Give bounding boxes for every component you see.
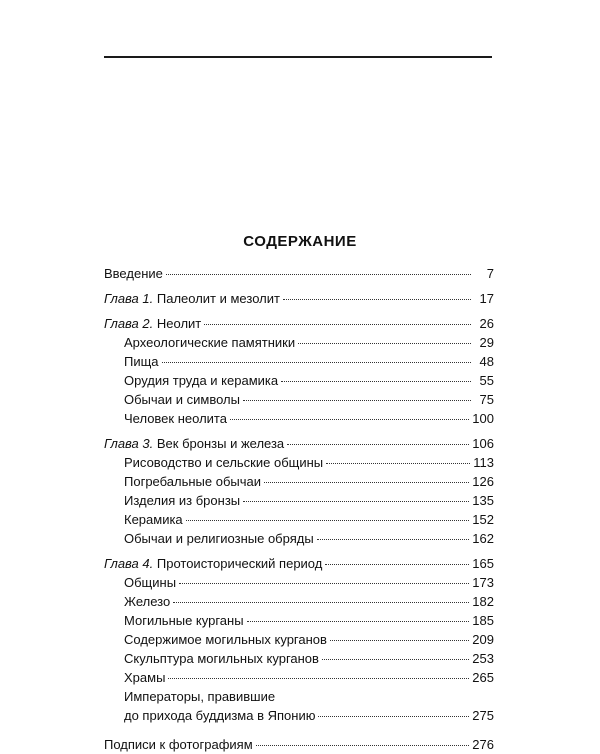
dot-leader — [287, 444, 469, 445]
toc-label: Общины — [124, 575, 177, 590]
toc-label: Неолит — [156, 316, 202, 331]
dot-leader — [166, 274, 471, 275]
toc-label: Человек неолита — [124, 411, 227, 426]
toc-entry[interactable] — [104, 472, 494, 491]
toc-label: Обычаи и религиозные обряды — [124, 531, 314, 546]
toc-page: 253 — [472, 651, 494, 666]
toc-entry[interactable] — [104, 592, 494, 611]
toc-entry[interactable] — [104, 453, 494, 472]
toc-page: 26 — [479, 316, 494, 331]
toc-page: 100 — [472, 411, 494, 426]
toc-entry[interactable] — [104, 510, 494, 529]
toc-label: Обычаи и символы — [124, 392, 240, 407]
toc-entry[interactable] — [104, 735, 494, 754]
toc-page: 113 — [473, 455, 494, 470]
dot-leader — [247, 621, 470, 622]
dot-leader — [204, 324, 471, 325]
dot-leader — [325, 564, 469, 565]
dot-leader — [186, 520, 470, 521]
dot-leader — [322, 659, 469, 660]
dot-leader — [173, 602, 469, 603]
toc-entry[interactable] — [104, 264, 494, 283]
toc-page: 276 — [472, 737, 494, 752]
top-rule — [104, 56, 492, 58]
dot-leader — [243, 400, 471, 401]
page-title: СОДЕРЖАНИЕ — [243, 233, 357, 250]
dot-leader — [168, 678, 469, 679]
dot-leader — [179, 583, 469, 584]
dot-leader — [318, 716, 469, 717]
toc-label: Палеолит и мезолит — [156, 291, 280, 306]
toc-page: 165 — [472, 556, 494, 571]
toc-label: Изделия из бронзы — [124, 493, 241, 508]
toc-entry[interactable] — [104, 529, 494, 548]
toc-chapter-entry[interactable] — [104, 314, 494, 333]
toc-entry-line1[interactable] — [104, 687, 494, 706]
toc-label: Введение — [104, 266, 163, 281]
dot-leader — [243, 501, 469, 502]
chapter-prefix: Глава 2. — [104, 316, 154, 331]
toc-chapter-entry[interactable] — [104, 434, 494, 453]
toc-entry[interactable] — [104, 491, 494, 510]
toc-entry[interactable] — [104, 352, 494, 371]
toc-entry[interactable] — [104, 630, 494, 649]
toc-entry[interactable] — [104, 706, 494, 725]
toc-label: Подписи к фотографиям — [104, 737, 253, 752]
toc-entry[interactable] — [104, 390, 494, 409]
toc-page: 152 — [472, 512, 494, 527]
toc-label: Скульптура могильных курганов — [124, 651, 319, 666]
dot-leader — [317, 539, 470, 540]
dot-leader — [264, 482, 469, 483]
table-of-contents — [104, 264, 494, 754]
toc-label: Век бронзы и железа — [156, 436, 285, 451]
toc-page: 29 — [479, 335, 494, 350]
dot-leader — [230, 419, 469, 420]
toc-entry[interactable] — [104, 371, 494, 390]
toc-page: 55 — [479, 373, 494, 388]
toc-page: 7 — [486, 266, 494, 281]
toc-label: Орудия труда и керамика — [124, 373, 279, 388]
toc-page: 17 — [479, 291, 494, 306]
dot-leader — [283, 299, 471, 300]
dot-leader — [281, 381, 471, 382]
toc-page: 209 — [472, 632, 494, 647]
chapter-prefix: Глава 4. — [104, 556, 154, 571]
toc-label: Содержимое могильных курганов — [124, 632, 327, 647]
toc-label: Железо — [124, 594, 171, 609]
toc-label: Могильные курганы — [124, 613, 244, 628]
toc-label: Археологические памятники — [124, 335, 296, 350]
toc-label: Рисоводство и сельские общины — [124, 455, 324, 470]
toc-entry[interactable] — [104, 611, 494, 630]
dot-leader — [256, 745, 470, 746]
toc-label: Пища — [124, 354, 159, 369]
toc-page: 185 — [472, 613, 494, 628]
toc-entry[interactable] — [104, 573, 494, 592]
toc-entry[interactable] — [104, 333, 494, 352]
toc-page: 126 — [472, 474, 494, 489]
dot-leader — [298, 343, 471, 344]
toc-label: Протоисторический период — [156, 556, 323, 571]
toc-label: Храмы — [124, 670, 166, 685]
toc-chapter-entry[interactable] — [104, 289, 494, 308]
toc-label: до прихода буддизма в Японию — [124, 708, 316, 723]
toc-label-line1: Императоры, правившие — [124, 689, 276, 704]
dot-leader — [162, 362, 471, 363]
toc-page: 173 — [472, 575, 494, 590]
toc-page: 162 — [472, 531, 494, 546]
toc-page: 75 — [479, 392, 494, 407]
toc-entry[interactable] — [104, 649, 494, 668]
dot-leader — [326, 463, 470, 464]
toc-entry[interactable] — [104, 409, 494, 428]
toc-page: 275 — [472, 708, 494, 723]
toc-page: 265 — [472, 670, 494, 685]
dot-leader — [330, 640, 469, 641]
toc-label: Погребальные обычаи — [124, 474, 262, 489]
chapter-prefix: Глава 3. — [104, 436, 154, 451]
chapter-prefix: Глава 1. — [104, 291, 154, 306]
toc-page: 48 — [479, 354, 494, 369]
toc-entry[interactable] — [104, 668, 494, 687]
toc-chapter-entry[interactable] — [104, 554, 494, 573]
toc-page: 106 — [472, 436, 494, 451]
toc-page: 135 — [472, 493, 494, 508]
toc-label: Керамика — [124, 512, 183, 527]
toc-page: 182 — [472, 594, 494, 609]
